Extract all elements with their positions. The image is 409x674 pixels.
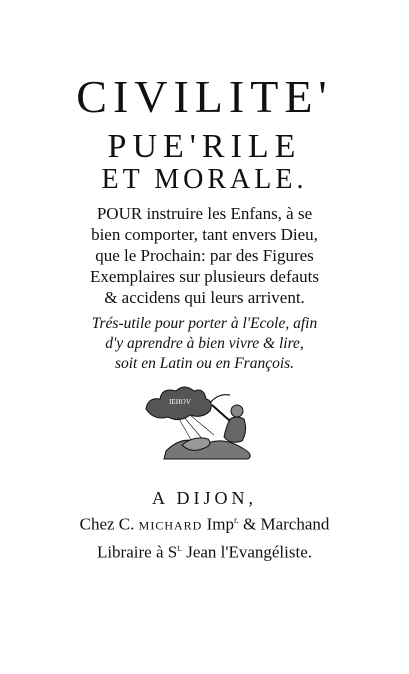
figure-head — [231, 405, 243, 417]
subtitle-line: bien comporter, tant envers Dieu, — [91, 225, 318, 244]
palm-frond — [210, 395, 230, 403]
title-line-3: ET MORALE. — [101, 164, 308, 195]
figure-body — [224, 417, 246, 442]
usage-line: Trés-utile pour porter à l'Ecole, afin — [91, 315, 318, 332]
printer-suffix-sup: r. — [233, 515, 239, 525]
printer-name: MICHARD — [138, 518, 203, 533]
imprint-city: A DIJON, — [151, 488, 257, 508]
engraved-vignette — [144, 379, 262, 461]
usage-line: soit en Latin ou en François. — [114, 355, 295, 372]
vignette-motto: IEHOV — [169, 398, 191, 406]
figure-arm — [212, 405, 230, 421]
printer-prefix: Chez C. — [79, 514, 139, 534]
usage-line: d'y aprendre à bien vivre & lire, — [105, 335, 304, 352]
imprint-block — [0, 487, 409, 563]
subtitle-line: que le Prochain: par des Figures — [95, 246, 314, 265]
printer-suffix-a: Imp — [202, 514, 234, 534]
usage-block — [0, 314, 409, 374]
bookseller-a: Libraire à S — [96, 542, 178, 562]
bookseller-b: Jean l'Evangéliste. — [181, 542, 313, 562]
bookseller-sup: t. — [177, 542, 182, 553]
subtitle-line: Exemplaires sur plusieurs defauts — [90, 267, 319, 286]
printer-suffix-b: & Marchand — [238, 514, 330, 534]
subtitle-line: POUR instruire les Enfans, à se — [96, 204, 313, 223]
title-line-2: PUE'RILE — [107, 128, 302, 165]
imprint-bookseller — [0, 537, 409, 564]
subtitle-line: & accidens qui leurs arrivent. — [104, 288, 305, 307]
title-line-1: CIVILITE' — [76, 71, 333, 122]
imprint-printer — [0, 509, 409, 537]
subtitle-block — [0, 203, 409, 308]
